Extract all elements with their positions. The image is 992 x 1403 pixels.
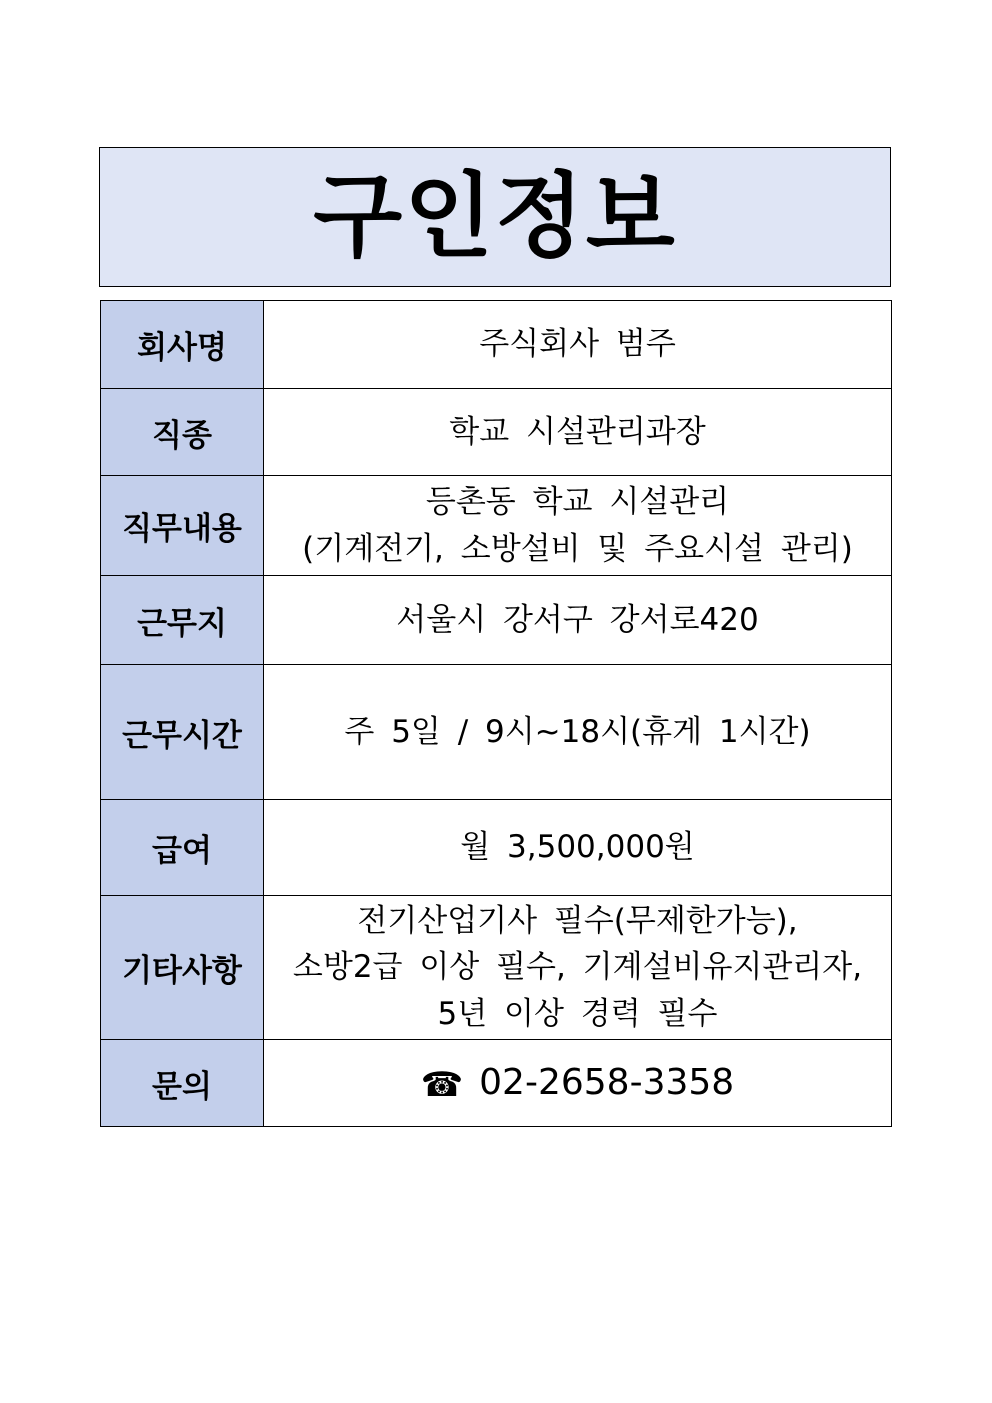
other-label: 기타사항 bbox=[101, 896, 264, 1040]
company-name: 주식회사 범주 bbox=[479, 326, 676, 363]
other-line-1: 전기산업기사 필수(무제한가능), bbox=[357, 902, 798, 939]
job-type-label: 직종 bbox=[101, 389, 264, 476]
hours-label: 근무시간 bbox=[101, 665, 264, 800]
job-type-text: 학교 시설관리과장 bbox=[449, 413, 706, 450]
page-title: 구인정보 bbox=[313, 163, 677, 270]
salary-label: 급여 bbox=[101, 800, 264, 896]
hours-value bbox=[264, 665, 892, 800]
other-line-2: 소방2급 이상 필수, 기계설비유지관리자, bbox=[292, 949, 863, 986]
table-row-company bbox=[101, 301, 892, 389]
title-box bbox=[99, 147, 891, 287]
phone-icon: ☎ bbox=[420, 1064, 464, 1105]
location-text: 서울시 강서구 강서로420 bbox=[396, 601, 759, 638]
table-row-location bbox=[101, 576, 892, 665]
table-row-hours bbox=[101, 665, 892, 800]
other-value bbox=[264, 896, 892, 1040]
salary-text: 월 3,500,000원 bbox=[460, 829, 695, 866]
company-value bbox=[264, 301, 892, 389]
company-label: 회사명 bbox=[101, 301, 264, 389]
table-row-contact bbox=[101, 1040, 892, 1127]
table-row-other bbox=[101, 896, 892, 1040]
contact-value bbox=[264, 1040, 892, 1127]
duties-line-1: 등촌동 학교 시설관리 bbox=[425, 484, 730, 520]
salary-value bbox=[264, 800, 892, 896]
job-info-table bbox=[100, 300, 892, 1127]
hours-text: 주 5일 / 9시~18시(휴게 1시간) bbox=[344, 713, 811, 750]
table-row-job-type bbox=[101, 389, 892, 476]
contact-label: 문의 bbox=[101, 1040, 264, 1127]
location-label: 근무지 bbox=[101, 576, 264, 665]
duties-value bbox=[264, 476, 892, 576]
table-row-salary bbox=[101, 800, 892, 896]
location-value bbox=[264, 576, 892, 665]
table-row-duties bbox=[101, 476, 892, 576]
duties-label: 직무내용 bbox=[101, 476, 264, 576]
phone-number[interactable]: 02-2658-3358 bbox=[479, 1061, 735, 1103]
job-type-value bbox=[264, 389, 892, 476]
duties-line-2: (기계전기, 소방설비 및 주요시설 관리) bbox=[302, 530, 853, 567]
other-line-3: 5년 이상 경력 필수 bbox=[437, 995, 718, 1032]
